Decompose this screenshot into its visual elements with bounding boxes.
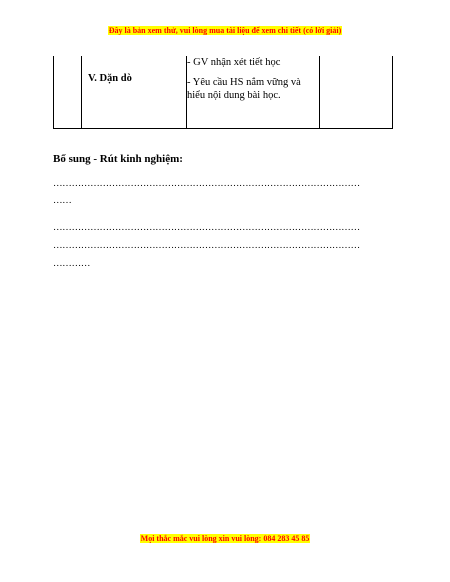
table-cell-empty	[320, 56, 393, 129]
preview-notice-text: Đây là bản xem thử, vui lòng mua tài liệu để xem chi tiết (có lời giải)	[108, 26, 342, 35]
supplement-heading: Bổ sung - Rút kinh nghiệm:	[53, 153, 183, 165]
dotted-line: …………	[53, 259, 91, 269]
table-row	[54, 56, 393, 129]
dotted-line: ……	[53, 196, 72, 206]
table-cell-activities	[187, 56, 320, 129]
activity-item: - GV nhận xét tiết học	[187, 57, 281, 68]
dotted-line: ………………………………………………………………………………………	[53, 179, 360, 189]
section-title: V. Dặn dò	[88, 73, 132, 84]
contact-notice-banner	[0, 534, 450, 544]
activity-item: - Yêu cầu HS nắm vững và hiểu nội dung bài học.	[187, 77, 301, 101]
contact-notice-text: Mọi thắc mắc vui lòng xin vui lòng: 084 283 45 85	[140, 534, 310, 543]
lesson-plan-table	[53, 56, 393, 129]
preview-notice-banner	[0, 26, 450, 36]
dotted-line: ………………………………………………………………………………………	[53, 241, 360, 251]
table-cell-section	[82, 56, 187, 129]
table-cell-index	[54, 56, 82, 129]
dotted-line: ………………………………………………………………………………………	[53, 223, 360, 233]
